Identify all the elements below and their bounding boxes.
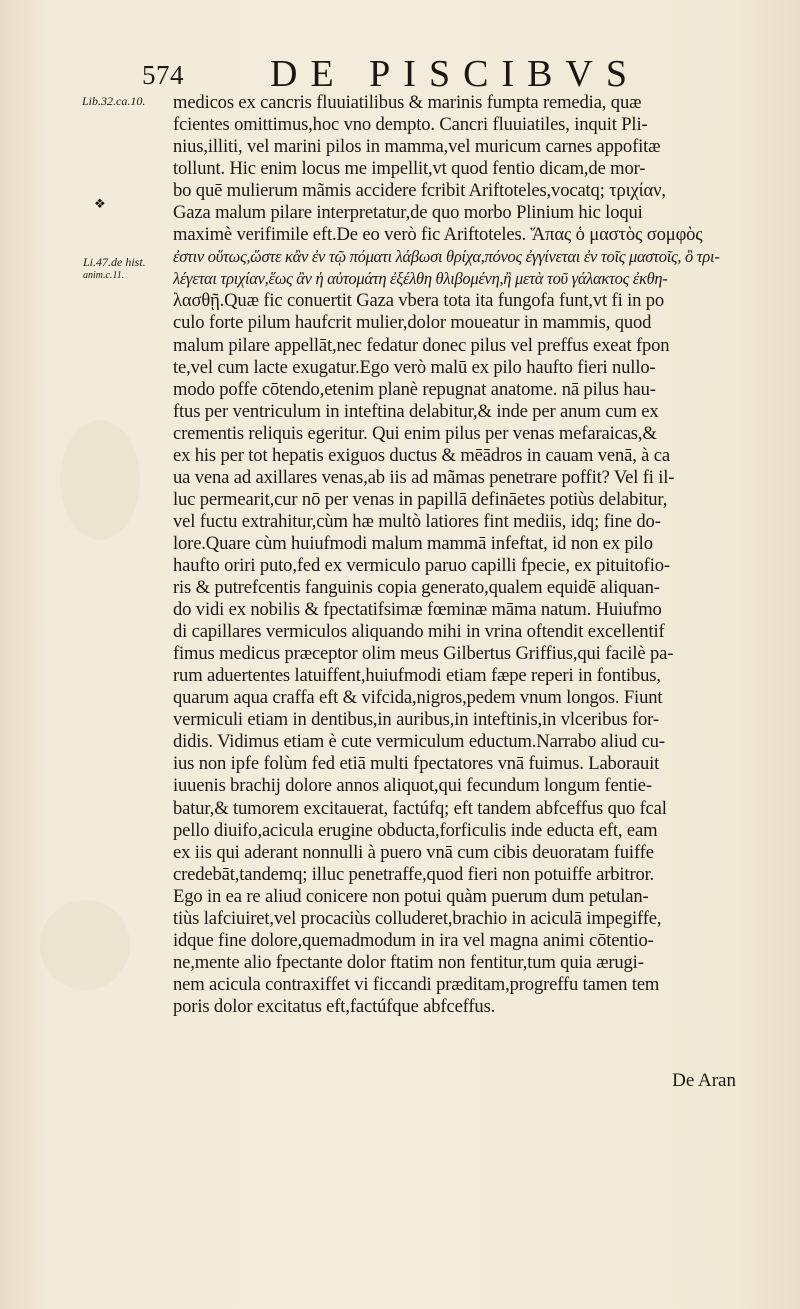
text-line: idque fine dolore,quemadmodum in ira vel magna animi cōtentio- xyxy=(173,929,654,951)
margin-note-reference-1: Lib.32.ca.10. xyxy=(82,94,146,108)
page-header xyxy=(142,52,742,95)
text-line xyxy=(173,1040,739,1062)
text-line: tollunt. Hic enim locus me impellit,vt quod fentio dicam,de mor- xyxy=(173,158,646,180)
text-line: quarum aqua craffa eft & vifcida,nigros,pedem vnum longos. Fiunt xyxy=(173,687,663,709)
text-line: malum pilare appellāt,nec fedatur donec pilus vel preffus exeat fpon xyxy=(173,334,670,356)
catchword: De Aran xyxy=(672,1070,736,1091)
text-line: luc permearit,cur nō per venas in papillā defināetes potiùs delabitur, xyxy=(173,488,668,510)
text-line: Gaza malum pilare interpretatur,de quo morbo Plinium hic loqui xyxy=(173,202,643,224)
text-line: iuuenis brachij dolore annos aliquot,qui fecundum longum fentie- xyxy=(173,775,652,797)
text-line: fimus medicus præceptor olim meus Gilbertus Griffius,qui facilè pa- xyxy=(173,643,674,665)
text-line: didis. Vidimus etiam è cute vermiculum eductum.Narrabo aliud cu- xyxy=(173,731,665,753)
page-number: 574 xyxy=(142,60,184,90)
text-line: maximè verifimile eft.De eo verò fic Ariftoteles. Ἅπας ὁ μαστὸς σομφὸς xyxy=(173,224,703,246)
text-line: tiùs lafciuiret,vel procaciùs colluderet,brachio in aciculā impegiffe, xyxy=(173,907,662,929)
text-line: te,vel cum lacte exugatur.Ego verò malū ex pilo haufto fieri nullo- xyxy=(173,356,656,378)
text-line: ftus per ventriculum in inteftina delabitur,& inde per anum cum ex xyxy=(173,400,659,422)
greek-text-line: λέγεται τριχίαν,ἕως ἂν ἡ αὐτομάτη ἐξέλθη θλιβομένη,ἢ μετὰ τοῦ γάλακτος ἐκθη- xyxy=(173,269,668,289)
text-line: di capillares vermiculos aliquando mihi in vrina oftendit excellentif xyxy=(173,621,665,643)
text-line: nem acicula contraxiffet vi ficcandi præditam,progreffu tamen tem xyxy=(173,973,660,995)
text-line: Ego in ea re aliud conicere non potui quàm puerum dum petulan- xyxy=(173,885,649,907)
body-text xyxy=(173,92,739,1084)
text-line: nius,illiti, vel marini pilos in mamma,vel muricum carnes appofitæ xyxy=(173,136,661,158)
text-line: medicos ex cancris fluuiatilibus & marinis fumpta remedia, quæ xyxy=(173,92,642,113)
text-line xyxy=(173,1062,739,1084)
margin-note-reference-2: Li.47.de hist. anim.c.11. xyxy=(83,255,146,281)
text-line: ex iis qui aderant nonnulli à puero vnā cum cibis deuoratam fuiffe xyxy=(173,841,654,863)
margin-ornament-icon: ❖ xyxy=(94,196,106,211)
text-line: fcientes omittimus,hoc vno dempto. Cancri fluuiatiles, inquit Pli- xyxy=(173,114,648,136)
paper-stain xyxy=(40,900,130,990)
running-title: DE PISCIBVS xyxy=(270,53,640,95)
text-line: batur,& tumorem excitauerat, factúfq; eft tandem abfceffus quo fcal xyxy=(173,797,667,819)
text-line: haufto oriri puto,fed ex vermiculo paruo capilli fpecie, ex pituitofio- xyxy=(173,554,670,576)
text-line: do vidi ex nobilis & fpectatifsimæ fœminæ māma natum. Huiufmo xyxy=(173,599,662,621)
text-line: ua vena ad axillares venas,ab iis ad mãmas penetrare poffit? Vel fi il- xyxy=(173,466,675,488)
greek-text-line: ἐστιν οὕτως,ὥστε κἂν ἐν τῷ πόματι λάβωσι θρίχα,πόνος ἐγγίνεται ἐν τοῖς μαστοῖς, ὃ τρι- xyxy=(173,247,720,267)
text-line: modo poffe cōtendo,etenim planè repugnat anatome. nā pilus hau- xyxy=(173,378,656,400)
text-line: lore.Quare cùm huiufmodi malum mammā infeftat, id non ex pilo xyxy=(173,532,653,554)
text-line: credebāt,tandemq; illuc penetraffe,quod fieri non potuiffe arbitror. xyxy=(173,863,655,885)
text-line: pello diuifo,acicula erugine obducta,forficulis inde educta eft, eam xyxy=(173,819,658,841)
text-line: poris dolor excitatus eft,factúfque abfceffus. xyxy=(173,995,496,1017)
text-line: ne,mente alio fpectante dolor ftatim non fentitur,tum quia ærugi- xyxy=(173,951,644,973)
text-line: λασθῇ.Quæ fic conuertit Gaza vbera tota ita fungofa funt,vt fi in po xyxy=(173,290,665,312)
paper-stain xyxy=(60,420,140,540)
text-line: vel fuctu extrahitur,cùm hæ multò latiores fint mediis, idq; fine do- xyxy=(173,510,661,532)
text-line: rum aduertentes latuiffent,huiufmodi etiam fæpe reperi in fontibus, xyxy=(173,665,661,687)
text-line: ris & putrefcentis fanguinis copia generato,qualem equidē aliquan- xyxy=(173,577,660,599)
text-line xyxy=(173,1018,739,1040)
text-line: crementis reliquis egeritur. Qui enim pilus per venas mefaraicas,& xyxy=(173,422,657,444)
text-line: vermiculi etiam in dentibus,in auribus,in inteftinis,in vlceribus for- xyxy=(173,709,659,731)
text-line: ius non ipfe folùm fed etiā multi fpectatores vnā fuimus. Laborauit xyxy=(173,753,660,775)
text-line: culo forte pilum haufcrit mulier,dolor moueatur in mammis, quod xyxy=(173,312,652,334)
text-line: ex his per tot hepatis exiguos ductus & mēādros in cauam venā, à ca xyxy=(173,444,670,466)
text-line: bo quē mulierum mãmis accidere fcribit Ariftoteles,vocatq; τριχίαν, xyxy=(173,180,666,202)
